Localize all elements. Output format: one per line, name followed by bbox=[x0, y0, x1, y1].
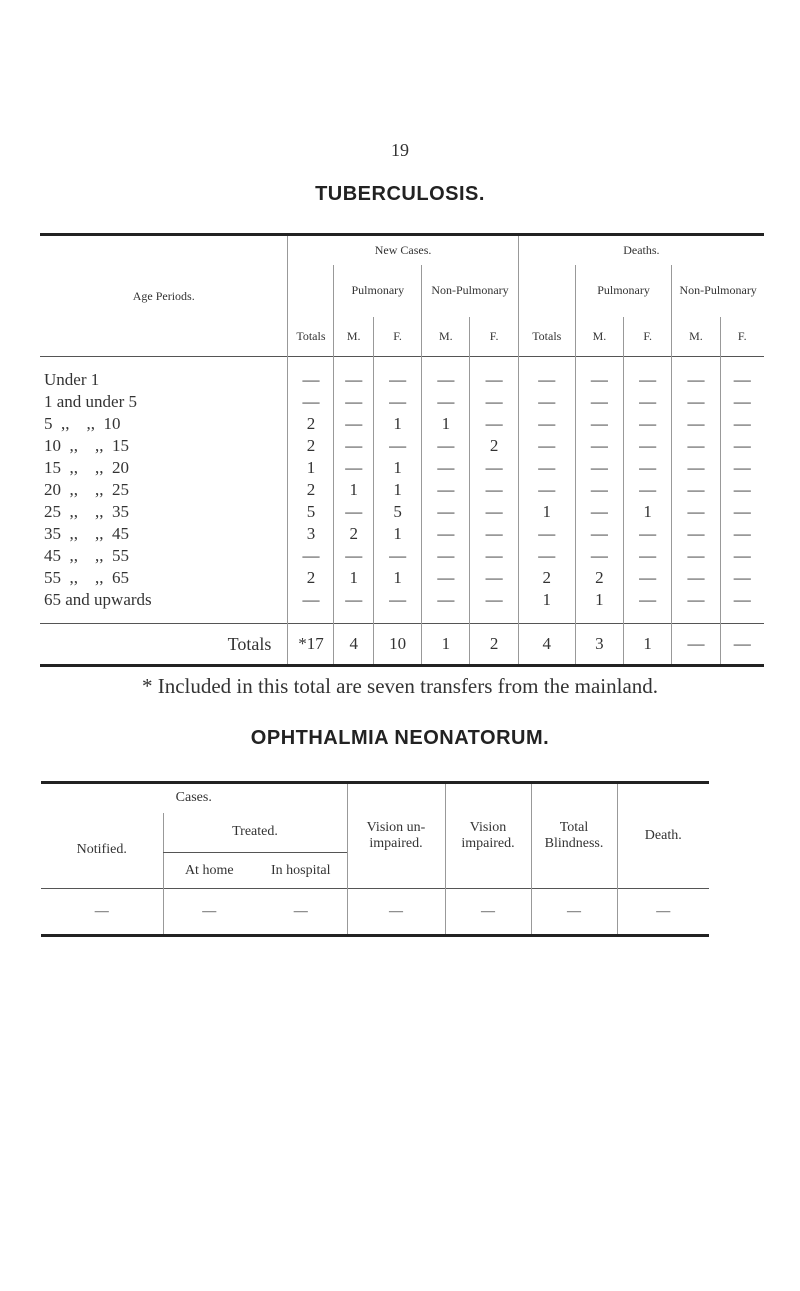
data-cell: — bbox=[624, 523, 672, 545]
data-cell: 5 bbox=[373, 501, 421, 523]
data-cell: — bbox=[672, 457, 720, 479]
data-cell: 1 bbox=[373, 567, 421, 589]
deaths-pulmonary-header: Pulmonary bbox=[575, 265, 672, 317]
value-cell: — bbox=[255, 889, 347, 936]
data-cell: 1 bbox=[334, 567, 373, 589]
data-cell: 2 bbox=[575, 567, 623, 589]
data-cell: — bbox=[373, 545, 421, 567]
age-period-label: 20 ,, ,, 25 bbox=[44, 480, 129, 499]
data-cell: — bbox=[575, 545, 623, 567]
data-cell: — bbox=[624, 435, 672, 457]
data-cell: — bbox=[720, 391, 764, 413]
data-cell: — bbox=[422, 369, 470, 391]
data-cell: — bbox=[624, 567, 672, 589]
data-cell: — bbox=[334, 501, 373, 523]
data-cell: — bbox=[720, 457, 764, 479]
new-non-pulmonary-header: Non-Pulmonary bbox=[422, 265, 519, 317]
data-cell: — bbox=[518, 479, 575, 501]
new-totals-header: Totals bbox=[288, 317, 334, 357]
age-row bbox=[40, 479, 764, 501]
data-cell: — bbox=[720, 501, 764, 523]
data-cell: — bbox=[518, 369, 575, 391]
in-hospital-header: In hospital bbox=[271, 862, 331, 878]
deaths-totals-header: Totals bbox=[518, 317, 575, 357]
data-cell: — bbox=[575, 501, 623, 523]
age-period-label: 25 ,, ,, 35 bbox=[44, 502, 129, 521]
age-period-label: 10 ,, ,, 15 bbox=[44, 436, 129, 455]
data-cell: 1 bbox=[373, 457, 421, 479]
data-cell: 1 bbox=[624, 501, 672, 523]
data-cell: — bbox=[672, 435, 720, 457]
at-home-header: At home bbox=[163, 853, 255, 889]
age-row bbox=[40, 413, 764, 435]
total-cell: 1 bbox=[422, 624, 470, 666]
data-cell: — bbox=[575, 435, 623, 457]
total-cell: 4 bbox=[518, 624, 575, 666]
data-cell: — bbox=[672, 523, 720, 545]
age-row bbox=[40, 457, 764, 479]
data-cell: — bbox=[422, 567, 470, 589]
data-cell: — bbox=[470, 369, 518, 391]
data-cell: 2 bbox=[288, 413, 334, 435]
age-period-label: 65 and upwards bbox=[44, 590, 152, 609]
total-cell: 10 bbox=[373, 624, 421, 666]
data-cell: — bbox=[470, 545, 518, 567]
data-cell: — bbox=[720, 435, 764, 457]
data-cell: 2 bbox=[334, 523, 373, 545]
age-row bbox=[40, 435, 764, 457]
data-cell: 1 bbox=[334, 479, 373, 501]
data-cell: 5 bbox=[288, 501, 334, 523]
vision-impaired-header: Vision impaired. bbox=[445, 783, 531, 889]
value-cell: — bbox=[41, 889, 163, 936]
data-cell: — bbox=[288, 589, 334, 611]
total-cell: — bbox=[720, 624, 764, 666]
value-cell: — bbox=[617, 889, 709, 936]
age-row bbox=[40, 589, 764, 611]
new-nonpulm-f-header: F. bbox=[470, 317, 518, 357]
data-cell: — bbox=[624, 457, 672, 479]
new-pulm-f-header: F. bbox=[373, 317, 421, 357]
data-cell: 2 bbox=[288, 435, 334, 457]
data-cell: — bbox=[422, 589, 470, 611]
data-cell: — bbox=[624, 369, 672, 391]
deaths-non-pulmonary-header: Non-Pulmonary bbox=[672, 265, 764, 317]
value-cell: — bbox=[531, 889, 617, 936]
age-row bbox=[40, 523, 764, 545]
data-cell: 1 bbox=[373, 413, 421, 435]
age-period-label: 35 ,, ,, 45 bbox=[44, 524, 129, 543]
data-cell: — bbox=[334, 391, 373, 413]
age-row bbox=[40, 567, 764, 589]
data-cell: 2 bbox=[288, 479, 334, 501]
age-row bbox=[40, 545, 764, 567]
value-cell: — bbox=[163, 889, 255, 936]
total-cell: 1 bbox=[624, 624, 672, 666]
data-cell: — bbox=[422, 501, 470, 523]
tuberculosis-table bbox=[40, 233, 764, 667]
data-cell: — bbox=[720, 479, 764, 501]
deaths-header: Deaths. bbox=[518, 235, 764, 265]
data-cell: — bbox=[720, 369, 764, 391]
data-cell: — bbox=[334, 545, 373, 567]
total-cell: 2 bbox=[470, 624, 518, 666]
data-cell: — bbox=[720, 523, 764, 545]
deaths-nonpulm-m-header: M. bbox=[672, 317, 720, 357]
deaths-pulm-m-header: M. bbox=[575, 317, 623, 357]
age-period-label: 1 and under 5 bbox=[44, 392, 138, 411]
age-row bbox=[40, 391, 764, 413]
death-header: Death. bbox=[617, 783, 709, 889]
data-cell: 1 bbox=[518, 589, 575, 611]
deaths-nonpulm-f-header: F. bbox=[720, 317, 764, 357]
data-cell: — bbox=[672, 501, 720, 523]
age-row bbox=[40, 369, 764, 391]
total-cell: 4 bbox=[334, 624, 373, 666]
data-cell: — bbox=[720, 589, 764, 611]
data-cell: — bbox=[575, 457, 623, 479]
value-cell: — bbox=[445, 889, 531, 936]
data-cell: — bbox=[720, 545, 764, 567]
data-cell: — bbox=[672, 567, 720, 589]
data-cell: — bbox=[334, 413, 373, 435]
data-cell: — bbox=[470, 391, 518, 413]
data-cell: — bbox=[422, 479, 470, 501]
deaths-pulm-f-header: F. bbox=[624, 317, 672, 357]
new-pulm-m-header: M. bbox=[334, 317, 373, 357]
data-cell: — bbox=[470, 567, 518, 589]
page-number: 19 bbox=[391, 140, 409, 160]
age-period-label: 5 ,, ,, 10 bbox=[44, 414, 121, 433]
data-cell: — bbox=[470, 479, 518, 501]
data-cell: 1 bbox=[575, 589, 623, 611]
data-cell: — bbox=[624, 479, 672, 501]
data-cell: — bbox=[672, 413, 720, 435]
age-row bbox=[40, 501, 764, 523]
ophthalmia-table bbox=[41, 781, 709, 937]
footnote: * Included in this total are seven transfers from the mainland. bbox=[141, 674, 659, 698]
data-cell: — bbox=[470, 501, 518, 523]
data-cell: — bbox=[470, 413, 518, 435]
data-cell: 3 bbox=[288, 523, 334, 545]
totals-label: Totals bbox=[40, 624, 288, 666]
data-cell: 1 bbox=[373, 479, 421, 501]
data-cell: — bbox=[334, 435, 373, 457]
data-cell: — bbox=[672, 545, 720, 567]
age-periods-header: Age Periods. bbox=[132, 288, 195, 303]
data-cell: 1 bbox=[373, 523, 421, 545]
data-cell: — bbox=[518, 457, 575, 479]
age-period-label: Under 1 bbox=[44, 370, 100, 389]
total-blindness-header: Total Blindness. bbox=[531, 783, 617, 889]
data-cell: — bbox=[518, 391, 575, 413]
data-cell: — bbox=[288, 391, 334, 413]
data-cell: — bbox=[422, 391, 470, 413]
data-cell: — bbox=[373, 589, 421, 611]
data-cell: — bbox=[373, 391, 421, 413]
data-cell: — bbox=[373, 435, 421, 457]
tuberculosis-title: TUBERCULOSIS. bbox=[315, 183, 485, 205]
data-cell: — bbox=[422, 545, 470, 567]
data-cell: — bbox=[624, 545, 672, 567]
totals-row bbox=[40, 624, 764, 666]
data-cell: — bbox=[422, 523, 470, 545]
data-cell: — bbox=[334, 589, 373, 611]
data-cell: — bbox=[672, 391, 720, 413]
data-cell: 2 bbox=[470, 435, 518, 457]
data-cell: 2 bbox=[288, 567, 334, 589]
age-period-label: 45 ,, ,, 55 bbox=[44, 546, 129, 565]
notified-header: Notified. bbox=[76, 842, 127, 858]
total-cell: — bbox=[672, 624, 720, 666]
treated-header: Treated. bbox=[163, 813, 347, 853]
data-cell: — bbox=[672, 369, 720, 391]
data-cell: — bbox=[373, 369, 421, 391]
data-cell: — bbox=[518, 413, 575, 435]
data-cell: — bbox=[518, 435, 575, 457]
data-cell: — bbox=[575, 391, 623, 413]
ophthalmia-values-row bbox=[41, 889, 709, 936]
data-cell: — bbox=[575, 523, 623, 545]
new-pulmonary-header: Pulmonary bbox=[334, 265, 422, 317]
data-cell: 1 bbox=[288, 457, 334, 479]
data-cell: — bbox=[288, 369, 334, 391]
ophthalmia-title: OPHTHALMIA NEONATORUM. bbox=[250, 727, 550, 749]
data-cell: 2 bbox=[518, 567, 575, 589]
data-cell: — bbox=[624, 413, 672, 435]
data-cell: — bbox=[518, 545, 575, 567]
total-cell: *17 bbox=[288, 624, 334, 666]
data-cell: — bbox=[575, 413, 623, 435]
vision-unimpaired-header: Vision un-impaired. bbox=[347, 783, 445, 889]
data-cell: — bbox=[624, 589, 672, 611]
data-cell: — bbox=[720, 567, 764, 589]
value-cell: — bbox=[347, 889, 445, 936]
data-cell: — bbox=[672, 589, 720, 611]
cases-header: Cases. bbox=[175, 790, 212, 806]
data-cell: — bbox=[422, 457, 470, 479]
age-period-label: 15 ,, ,, 20 bbox=[44, 458, 129, 477]
data-cell: — bbox=[575, 369, 623, 391]
data-cell: — bbox=[672, 479, 720, 501]
data-cell: — bbox=[334, 457, 373, 479]
new-cases-header: New Cases. bbox=[288, 235, 518, 265]
total-cell: 3 bbox=[575, 624, 623, 666]
data-cell: — bbox=[470, 457, 518, 479]
data-cell: — bbox=[575, 479, 623, 501]
age-period-label: 55 ,, ,, 65 bbox=[44, 568, 129, 587]
data-cell: 1 bbox=[422, 413, 470, 435]
data-cell: — bbox=[334, 369, 373, 391]
data-cell: 1 bbox=[518, 501, 575, 523]
data-cell: — bbox=[288, 545, 334, 567]
data-cell: — bbox=[470, 589, 518, 611]
new-nonpulm-m-header: M. bbox=[422, 317, 470, 357]
data-cell: — bbox=[624, 391, 672, 413]
data-cell: — bbox=[518, 523, 575, 545]
data-cell: — bbox=[470, 523, 518, 545]
data-cell: — bbox=[422, 435, 470, 457]
data-cell: — bbox=[720, 413, 764, 435]
